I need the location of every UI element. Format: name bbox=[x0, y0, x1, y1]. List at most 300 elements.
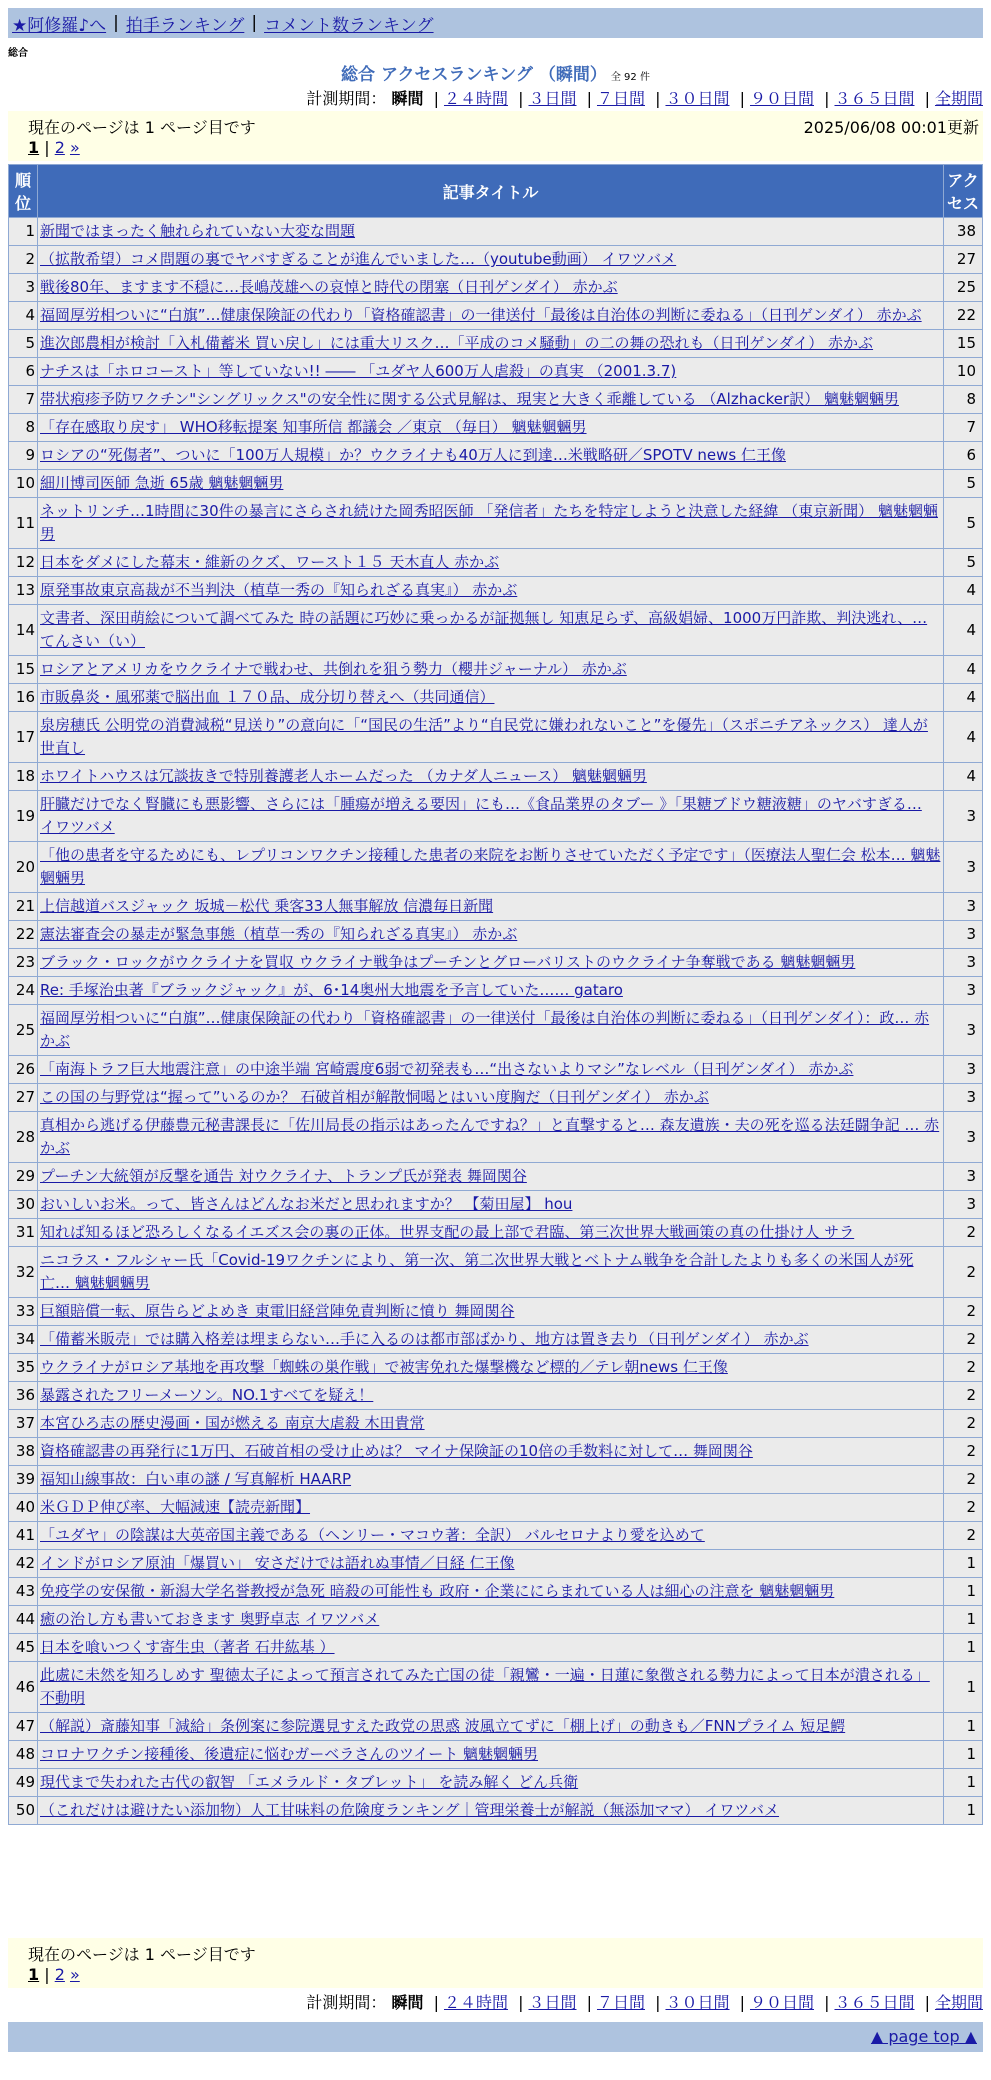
access-count: 3 bbox=[944, 1191, 982, 1218]
page-2-link[interactable]: 2 bbox=[54, 138, 65, 157]
article-link[interactable]: 資格確認書の再発行に1万円、石破首相の受け止めは？ マイナ保険証の10倍の手数料に対して… 舞岡関谷 bbox=[40, 1442, 753, 1460]
table-row bbox=[9, 302, 982, 329]
article-link[interactable]: 福岡厚労相ついに“白旗”…健康保険証の代わり「資格確認書」の一律送付「最後は自治体の判断に委ねる」（日刊ゲンダイ）：政… 赤かぶ bbox=[40, 1009, 930, 1050]
access-count: 1 bbox=[944, 1797, 982, 1824]
table-row bbox=[9, 1247, 982, 1297]
table-row bbox=[9, 1606, 982, 1633]
ranking-table bbox=[8, 164, 983, 1825]
rank-cell: 12 bbox=[9, 549, 37, 576]
table-row bbox=[9, 1522, 982, 1549]
nav-separator: | bbox=[113, 13, 119, 33]
article-link[interactable]: 文書者、深田萌絵について調べてみた 時の話題に巧妙に乗っかるが証拠無し 知恵足らず、高級娼婦、1000万円詐欺、判決逃れ、… てんさい（い） bbox=[40, 609, 928, 650]
access-count: 8 bbox=[944, 386, 982, 413]
period-selector-bottom: 計測期間： 瞬間 | ２４時間 | ３日間 | ７日間 | ３０日間 | ９０日間 | ３６５日間 | 全期間 bbox=[306, 1993, 983, 2012]
title-cell bbox=[38, 1713, 943, 1740]
title-cell bbox=[38, 1191, 943, 1218]
period-selector-top: 計測期間： 瞬間 | ２４時間 | ３日間 | ７日間 | ３０日間 | ９０日間 | ３６５日間 | 全期間 bbox=[306, 89, 983, 108]
table-row bbox=[9, 1550, 982, 1577]
title-cell bbox=[38, 442, 943, 469]
access-count: 1 bbox=[944, 1662, 982, 1712]
article-link[interactable]: ブラック・ロックがウクライナを買収 ウクライナ戦争はプーチンとグローバリストのウクライナ争奪戦である 魑魅魍魎男 bbox=[40, 953, 856, 971]
title-cell bbox=[38, 386, 943, 413]
nav-link-asyura[interactable]: ★阿修羅♪へ bbox=[12, 15, 107, 36]
article-link[interactable]: 日本をダメにした幕末・維新のクズ、ワースト１５ 天木直人 赤かぶ bbox=[40, 553, 500, 571]
table-row bbox=[9, 1410, 982, 1437]
current-page-text: 現在のページは 1 ページ目です bbox=[28, 1945, 256, 1964]
article-link[interactable]: 米ＧＤＰ伸び率、大幅減速【読売新聞】 bbox=[40, 1498, 311, 1516]
page-2-link[interactable]: 2 bbox=[54, 1965, 65, 1984]
rank-cell: 36 bbox=[9, 1382, 37, 1409]
table-row bbox=[9, 656, 982, 683]
table-row bbox=[9, 1466, 982, 1493]
title-cell bbox=[38, 246, 943, 273]
title-cell bbox=[38, 414, 943, 441]
period-current: 瞬間 bbox=[391, 89, 424, 108]
access-count: 38 bbox=[944, 218, 982, 245]
rank-cell: 30 bbox=[9, 1191, 37, 1218]
table-row bbox=[9, 1634, 982, 1661]
title-cell bbox=[38, 1112, 943, 1162]
page-title-text: 総合 アクセスランキング （瞬間） bbox=[341, 65, 607, 85]
article-link[interactable]: 真相から逃げる伊藤豊元秘書課長に「佐川局長の指示はあったんですね？」と直撃すると… 森友遺族・夫の死を巡る法廷闘争記 … 赤かぶ bbox=[40, 1116, 940, 1157]
title-cell bbox=[38, 1056, 943, 1083]
table-row bbox=[9, 1713, 982, 1740]
article-link[interactable]: 此處に未然を知ろしめす 聖徳太子によって預言されてみた亡国の徒「親鸞・一遍・日蓮に象徴される勢力によって日本が潰される」 不動明 bbox=[40, 1666, 930, 1707]
rank-cell: 40 bbox=[9, 1494, 37, 1521]
access-count: 1 bbox=[944, 1713, 982, 1740]
period-link-90d[interactable]: ９０日間 bbox=[749, 89, 814, 108]
title-cell bbox=[38, 1382, 943, 1409]
article-link[interactable]: 福知山線事故：白い車の謎 / 写真解析 HAARP bbox=[40, 1470, 352, 1488]
table-row bbox=[9, 893, 982, 920]
article-link[interactable]: ホワイトハウスは冗談抜きで特別養護老人ホームだった （カナダ人ニュース） 魑魅魍魎男 bbox=[40, 767, 647, 785]
article-link[interactable]: （拡散希望）コメ問題の裏でヤバすぎることが進んでいました…（youtube動画） イワツバメ bbox=[40, 250, 677, 268]
rank-cell: 4 bbox=[9, 302, 37, 329]
title-cell bbox=[38, 330, 943, 357]
rank-cell: 35 bbox=[9, 1354, 37, 1381]
access-count: 3 bbox=[944, 1112, 982, 1162]
page-top-link[interactable]: ▲ page top ▲ bbox=[870, 2027, 977, 2046]
table-row bbox=[9, 330, 982, 357]
period-link-90d[interactable]: ９０日間 bbox=[749, 1993, 814, 2012]
rank-cell: 7 bbox=[9, 386, 37, 413]
article-link[interactable]: 「他の患者を守るためにも、レプリコンワクチン接種した患者の来院をお断りさせていただく予定です」（医療法人聖仁会 松本… 魑魅魍魎男 bbox=[40, 846, 941, 887]
period-link-7d[interactable]: ７日間 bbox=[596, 89, 645, 108]
title-cell bbox=[38, 893, 943, 920]
access-count: 5 bbox=[944, 470, 982, 497]
page-info-bottom bbox=[8, 1938, 983, 1988]
title-cell bbox=[38, 302, 943, 329]
period-link-30d[interactable]: ３０日間 bbox=[665, 89, 730, 108]
table-row bbox=[9, 1005, 982, 1055]
title-cell bbox=[38, 1578, 943, 1605]
rank-cell: 14 bbox=[9, 605, 37, 655]
article-link[interactable]: （解説）斎藤知事「減給」条例案に参院選見すえた政党の思惑 波風立てずに「棚上げ」の動きも／FNNプライム 短足鰐 bbox=[40, 1717, 846, 1735]
rank-cell: 50 bbox=[9, 1797, 37, 1824]
page-1: 1 bbox=[28, 1965, 40, 1984]
title-cell bbox=[38, 470, 943, 497]
article-link[interactable]: ナチスは「ホロコースト」等していない!! ―― 「ユダヤ人600万人虐殺」の真実 （2001.3.7) bbox=[40, 362, 677, 380]
access-count: 4 bbox=[944, 684, 982, 711]
table-row bbox=[9, 1797, 982, 1824]
table-row bbox=[9, 498, 982, 548]
period-label: 計測期間： bbox=[306, 1993, 387, 2012]
pagination: 1 | 2 » bbox=[28, 1965, 80, 1984]
rank-cell: 25 bbox=[9, 1005, 37, 1055]
access-count: 3 bbox=[944, 1084, 982, 1111]
rank-cell: 9 bbox=[9, 442, 37, 469]
page-title bbox=[0, 60, 991, 85]
rank-cell: 6 bbox=[9, 358, 37, 385]
top-nav bbox=[8, 8, 983, 38]
article-link[interactable]: Re: 手塚治虫著『ブラックジャック』が、6･14奥州大地震を予言していた…… gataro bbox=[40, 981, 623, 999]
title-cell bbox=[38, 1438, 943, 1465]
access-count: 2 bbox=[944, 1298, 982, 1325]
rank-cell: 22 bbox=[9, 921, 37, 948]
col-title: 記事タイトル bbox=[38, 165, 943, 217]
title-cell bbox=[38, 1741, 943, 1768]
access-count: 5 bbox=[944, 498, 982, 548]
article-link[interactable]: ウクライナがロシア基地を再攻撃「蜘蛛の巣作戦」で被害免れた爆撃機など標的／テレ朝news 仁王像 bbox=[40, 1358, 728, 1376]
pagination: 1 | 2 » bbox=[28, 138, 80, 157]
rank-cell: 28 bbox=[9, 1112, 37, 1162]
article-link[interactable]: 「南海トラフ巨大地震注意」の中途半端 宮崎震度6弱で初発表も…“出さないよりマシ”なレベル（日刊ゲンダイ） 赤かぶ bbox=[40, 1060, 854, 1078]
title-cell bbox=[38, 842, 943, 892]
table-row bbox=[9, 1084, 982, 1111]
table-row bbox=[9, 1056, 982, 1083]
rank-cell: 26 bbox=[9, 1056, 37, 1083]
article-link[interactable]: ネットリンチ…1時間に30件の暴言にさらされ続けた岡秀昭医師 「発信者」たちを特定しようと決意した経緯 （東京新聞） 魑魅魍魎男 bbox=[40, 502, 938, 543]
rank-cell: 11 bbox=[9, 498, 37, 548]
access-count: 2 bbox=[944, 1326, 982, 1353]
next-page-link[interactable]: » bbox=[69, 138, 80, 157]
period-link-3d[interactable]: ３日間 bbox=[528, 89, 577, 108]
nav-link-comment-ranking[interactable]: コメント数ランキング bbox=[264, 15, 434, 36]
rank-cell: 2 bbox=[9, 246, 37, 273]
title-cell bbox=[38, 1247, 943, 1297]
title-cell bbox=[38, 498, 943, 548]
rank-cell: 3 bbox=[9, 274, 37, 301]
rank-cell: 37 bbox=[9, 1410, 37, 1437]
table-row bbox=[9, 949, 982, 976]
access-count: 3 bbox=[944, 1005, 982, 1055]
access-count: 1 bbox=[944, 1578, 982, 1605]
article-link[interactable]: 帯状疱疹予防ワクチン"シングリックス"の安全性に関する公式見解は、現実と大きく乖離している （Alzhacker訳） 魑魅魍魎男 bbox=[40, 390, 899, 408]
table-row bbox=[9, 470, 982, 497]
title-cell bbox=[38, 1466, 943, 1493]
access-count: 3 bbox=[944, 791, 982, 841]
article-link[interactable]: 日本を喰いつくす寄生虫（著者 石井紘基 ） bbox=[40, 1638, 335, 1656]
article-link[interactable]: 原発事故東京高裁が不当判決（植草一秀の『知られざる真実』） 赤かぶ bbox=[40, 581, 518, 599]
next-page-link[interactable]: » bbox=[69, 1965, 80, 1984]
title-cell bbox=[38, 1522, 943, 1549]
access-count: 1 bbox=[944, 1769, 982, 1796]
article-link[interactable]: 市販鼻炎・風邪薬で脳出血 １７０品、成分切り替えへ（共同通信） bbox=[40, 688, 495, 706]
article-link[interactable]: 「ユダヤ」の陰謀は大英帝国主義である（ヘンリー・マコウ著：全訳） バルセロナより愛を込めて bbox=[40, 1526, 705, 1544]
rank-cell: 29 bbox=[9, 1163, 37, 1190]
title-cell bbox=[38, 1163, 943, 1190]
access-count: 2 bbox=[944, 1382, 982, 1409]
table-row bbox=[9, 1741, 982, 1768]
access-count: 2 bbox=[944, 1354, 982, 1381]
article-link[interactable]: 現代まで失われた古代の叡智 「エメラルド・タブレット」 を読み解く どん兵衛 bbox=[40, 1773, 579, 1791]
table-row bbox=[9, 1382, 982, 1409]
access-count: 4 bbox=[944, 712, 982, 762]
rank-cell: 5 bbox=[9, 330, 37, 357]
table-row bbox=[9, 791, 982, 841]
period-current: 瞬間 bbox=[391, 1993, 424, 2012]
total-count: 全 92 件 bbox=[610, 72, 650, 83]
title-cell bbox=[38, 1634, 943, 1661]
title-cell bbox=[38, 274, 943, 301]
rank-cell: 49 bbox=[9, 1769, 37, 1796]
rank-cell: 34 bbox=[9, 1326, 37, 1353]
table-row bbox=[9, 577, 982, 604]
title-cell bbox=[38, 763, 943, 790]
period-link-all[interactable]: 全期間 bbox=[934, 1993, 983, 2012]
access-count: 7 bbox=[944, 414, 982, 441]
table-row bbox=[9, 712, 982, 762]
table-row bbox=[9, 386, 982, 413]
title-cell bbox=[38, 1550, 943, 1577]
table-row bbox=[9, 605, 982, 655]
access-count: 15 bbox=[944, 330, 982, 357]
article-link[interactable]: 肝臓だけでなく腎臓にも悪影響、さらには「腫瘍が増える要因」にも…《食品業界のタブー 》「果糖ブドウ糖液糖」のヤバすぎる… イワツバメ bbox=[40, 795, 922, 836]
access-count: 1 bbox=[944, 1741, 982, 1768]
title-cell bbox=[38, 358, 943, 385]
table-row bbox=[9, 1354, 982, 1381]
table-row bbox=[9, 549, 982, 576]
title-cell bbox=[38, 791, 943, 841]
access-count: 4 bbox=[944, 605, 982, 655]
access-count: 3 bbox=[944, 893, 982, 920]
col-rank: 順位 bbox=[9, 165, 37, 217]
title-cell bbox=[38, 656, 943, 683]
table-row bbox=[9, 977, 982, 1004]
article-link[interactable]: （これだけは避けたい添加物）人工甘味料の危険度ランキング｜管理栄養士が解説（無添加ママ） イワツバメ bbox=[40, 1801, 780, 1819]
title-cell bbox=[38, 1606, 943, 1633]
access-count: 1 bbox=[944, 1634, 982, 1661]
article-link[interactable]: ロシアとアメリカをウクライナで戦わせ、共倒れを狙う勢力（櫻井ジャーナル） 赤かぶ bbox=[40, 660, 627, 678]
rank-cell: 8 bbox=[9, 414, 37, 441]
article-link[interactable]: 免疫学の安保徹・新潟大学名誉教授が急死 暗殺の可能性も 政府・企業ににらまれている人は細心の注意を 魑魅魍魎男 bbox=[40, 1582, 835, 1600]
access-count: 1 bbox=[944, 1550, 982, 1577]
title-cell bbox=[38, 949, 943, 976]
table-row bbox=[9, 1578, 982, 1605]
title-cell bbox=[38, 1219, 943, 1246]
title-cell bbox=[38, 1005, 943, 1055]
title-cell bbox=[38, 1769, 943, 1796]
rank-cell: 32 bbox=[9, 1247, 37, 1297]
rank-cell: 27 bbox=[9, 1084, 37, 1111]
title-cell bbox=[38, 577, 943, 604]
access-count: 3 bbox=[944, 977, 982, 1004]
article-link[interactable]: 癒の治し方も書いておきます 奥野卓志 イワツバメ bbox=[40, 1610, 380, 1628]
category-label: 総合 bbox=[8, 48, 28, 59]
table-row bbox=[9, 358, 982, 385]
period-link-3d[interactable]: ３日間 bbox=[528, 1993, 577, 2012]
access-count: 2 bbox=[944, 1247, 982, 1297]
rank-cell: 43 bbox=[9, 1578, 37, 1605]
title-cell bbox=[38, 605, 943, 655]
article-link[interactable]: 新聞ではまったく触れられていない大変な問題 bbox=[40, 222, 356, 240]
access-count: 3 bbox=[944, 921, 982, 948]
table-row bbox=[9, 842, 982, 892]
article-link[interactable]: ロシアの“死傷者”、ついに「100万人規模」か？ウクライナも40万人に到達…米戦略研／SPOTV news 仁王像 bbox=[40, 446, 786, 464]
period-link-365d[interactable]: ３６５日間 bbox=[834, 89, 915, 108]
nav-link-clap-ranking[interactable]: 拍手ランキング bbox=[125, 15, 245, 36]
table-row bbox=[9, 1438, 982, 1465]
table-row bbox=[9, 1219, 982, 1246]
table-row bbox=[9, 1298, 982, 1325]
table-row bbox=[9, 246, 982, 273]
access-count: 22 bbox=[944, 302, 982, 329]
footer-bar bbox=[8, 2022, 983, 2052]
rank-cell: 23 bbox=[9, 949, 37, 976]
period-link-24h[interactable]: ２４時間 bbox=[443, 1993, 508, 2012]
rank-cell: 39 bbox=[9, 1466, 37, 1493]
table-row bbox=[9, 414, 982, 441]
title-cell bbox=[38, 977, 943, 1004]
access-count: 25 bbox=[944, 274, 982, 301]
rank-cell: 41 bbox=[9, 1522, 37, 1549]
period-link-all[interactable]: 全期間 bbox=[934, 89, 983, 108]
article-link[interactable]: 泉房穂氏 公明党の消費減税“見送り”の意向に「“国民の生活”より“自民党に嫌われないこと”を優先」（スポニチアネックス） 達人が世直し bbox=[40, 716, 928, 757]
article-link[interactable]: 知れば知るほど恐ろしくなるイエズス会の裏の正体。世界支配の最上部で君臨、第三次世界大戦画策の真の仕掛け人 サラ bbox=[40, 1223, 855, 1241]
access-count: 2 bbox=[944, 1466, 982, 1493]
article-link[interactable]: おいしいお米。って、皆さんはどんなお米だと思われますか？ 【菊田屋】 hou bbox=[40, 1195, 573, 1213]
article-link[interactable]: 「存在感取り戻す」 WHO移転提案 知事所信 都議会 ／東京 （毎日） 魑魅魍魎男 bbox=[40, 418, 587, 436]
title-cell bbox=[38, 1298, 943, 1325]
table-row bbox=[9, 1112, 982, 1162]
rank-cell: 48 bbox=[9, 1741, 37, 1768]
title-cell bbox=[38, 549, 943, 576]
updated-timestamp: 2025/06/08 00:01更新 bbox=[803, 118, 979, 137]
rank-cell: 42 bbox=[9, 1550, 37, 1577]
rank-cell: 38 bbox=[9, 1438, 37, 1465]
title-cell bbox=[38, 1494, 943, 1521]
table-row bbox=[9, 921, 982, 948]
access-count: 2 bbox=[944, 1219, 982, 1246]
article-link[interactable]: 福岡厚労相ついに“白旗”…健康保険証の代わり「資格確認書」の一律送付「最後は自治体の判断に委ねる」（日刊ゲンダイ） 赤かぶ bbox=[40, 306, 922, 324]
current-page-text: 現在のページは 1 ページ目です bbox=[28, 118, 256, 137]
table-row bbox=[9, 1494, 982, 1521]
table-row bbox=[9, 763, 982, 790]
rank-cell: 45 bbox=[9, 1634, 37, 1661]
table-row bbox=[9, 442, 982, 469]
access-count: 1 bbox=[944, 1606, 982, 1633]
rank-cell: 15 bbox=[9, 656, 37, 683]
rank-cell: 33 bbox=[9, 1298, 37, 1325]
access-count: 2 bbox=[944, 1410, 982, 1437]
access-count: 5 bbox=[944, 549, 982, 576]
access-count: 2 bbox=[944, 1494, 982, 1521]
article-link[interactable]: 進次郎農相が検討「入札備蓄米 買い戻し」には重大リスク…「平成のコメ騒動」の二の舞の恐れも（日刊ゲンダイ） 赤かぶ bbox=[40, 334, 874, 352]
table-row bbox=[9, 1163, 982, 1190]
article-link[interactable]: 暴露されたフリーメーソン。NO.1すべてを疑え！ bbox=[40, 1386, 374, 1404]
rank-cell: 46 bbox=[9, 1662, 37, 1712]
article-link[interactable]: 憲法審査会の暴走が緊急事態（植草一秀の『知られざる真実』） 赤かぶ bbox=[40, 925, 518, 943]
access-count: 3 bbox=[944, 842, 982, 892]
period-link-24h[interactable]: ２４時間 bbox=[443, 89, 508, 108]
table-row bbox=[9, 1662, 982, 1712]
access-count: 27 bbox=[944, 246, 982, 273]
rank-cell: 13 bbox=[9, 577, 37, 604]
title-cell bbox=[38, 218, 943, 245]
access-count: 4 bbox=[944, 763, 982, 790]
table-header bbox=[9, 165, 982, 217]
period-link-7d[interactable]: ７日間 bbox=[596, 1993, 645, 2012]
access-count: 4 bbox=[944, 656, 982, 683]
article-link[interactable]: プーチン大統領が反撃を通告 対ウクライナ、トランプ氏が発表 舞岡関谷 bbox=[40, 1167, 527, 1185]
table-row bbox=[9, 1769, 982, 1796]
period-label: 計測期間： bbox=[306, 89, 387, 108]
page-1: 1 bbox=[28, 138, 40, 157]
article-link[interactable]: この国の与野党は“握って”いるのか？ 石破首相が解散恫喝とはいい度胸だ（日刊ゲンダイ） 赤かぶ bbox=[40, 1088, 709, 1106]
article-link[interactable]: 戦後80年、ますます不穏に…長嶋茂雄への哀悼と時代の閉塞（日刊ゲンダイ） 赤かぶ bbox=[40, 278, 618, 296]
access-count: 3 bbox=[944, 949, 982, 976]
access-count: 10 bbox=[944, 358, 982, 385]
table-row bbox=[9, 218, 982, 245]
period-link-30d[interactable]: ３０日間 bbox=[665, 1993, 730, 2012]
article-link[interactable]: ニコラス・フルシャー氏「Covid-19ワクチンにより、第一次、第二次世界大戦とベトナム戦争を合計したよりも多くの米国人が死亡… 魑魅魍魎男 bbox=[40, 1251, 914, 1292]
title-cell bbox=[38, 1662, 943, 1712]
rank-cell: 47 bbox=[9, 1713, 37, 1740]
col-access: アクセス bbox=[944, 165, 982, 217]
rank-cell: 21 bbox=[9, 893, 37, 920]
rank-cell: 24 bbox=[9, 977, 37, 1004]
rank-cell: 18 bbox=[9, 763, 37, 790]
title-cell bbox=[38, 712, 943, 762]
title-cell bbox=[38, 684, 943, 711]
rank-cell: 20 bbox=[9, 842, 37, 892]
access-count: 3 bbox=[944, 1163, 982, 1190]
access-count: 2 bbox=[944, 1438, 982, 1465]
article-link[interactable]: 本宮ひろ志の歴史漫画・国が燃える 南京大虐殺 木田貴常 bbox=[40, 1414, 425, 1432]
rank-cell: 10 bbox=[9, 470, 37, 497]
title-cell bbox=[38, 1410, 943, 1437]
article-link[interactable]: 細川博司医師 急逝 65歳 魑魅魍魎男 bbox=[40, 474, 284, 492]
period-link-365d[interactable]: ３６５日間 bbox=[834, 1993, 915, 2012]
rank-cell: 19 bbox=[9, 791, 37, 841]
rank-cell: 1 bbox=[9, 218, 37, 245]
access-count: 2 bbox=[944, 1522, 982, 1549]
access-count: 4 bbox=[944, 577, 982, 604]
rank-cell: 17 bbox=[9, 712, 37, 762]
table-row bbox=[9, 1191, 982, 1218]
table-row bbox=[9, 1326, 982, 1353]
title-cell bbox=[38, 1354, 943, 1381]
article-link[interactable]: 「備蓄米販売」では購入格差は埋まらない…手に入るのは都市部ばかり、地方は置き去り（日刊ゲンダイ） 赤かぶ bbox=[40, 1330, 809, 1348]
access-count: 3 bbox=[944, 1056, 982, 1083]
title-cell bbox=[38, 1326, 943, 1353]
page-info-top bbox=[8, 111, 983, 161]
table-row bbox=[9, 684, 982, 711]
access-count: 6 bbox=[944, 442, 982, 469]
title-cell bbox=[38, 1084, 943, 1111]
nav-separator: | bbox=[251, 13, 258, 33]
table-row bbox=[9, 274, 982, 301]
rank-cell: 31 bbox=[9, 1219, 37, 1246]
article-link[interactable]: インドがロシア原油「爆買い」 安さだけでは語れぬ事情／日経 仁王像 bbox=[40, 1554, 515, 1572]
rank-cell: 16 bbox=[9, 684, 37, 711]
article-link[interactable]: コロナワクチン接種後、後遺症に悩むガーベラさんのツイート 魑魅魍魎男 bbox=[40, 1745, 538, 1763]
title-cell bbox=[38, 1797, 943, 1824]
article-link[interactable]: 上信越道バスジャック 坂城－松代 乗客33人無事解放 信濃毎日新聞 bbox=[40, 897, 494, 915]
article-link[interactable]: 巨額賠償一転、原告らどよめき 東電旧経営陣免責判断に憤り 舞岡関谷 bbox=[40, 1302, 515, 1320]
title-cell bbox=[38, 921, 943, 948]
rank-cell: 44 bbox=[9, 1606, 37, 1633]
